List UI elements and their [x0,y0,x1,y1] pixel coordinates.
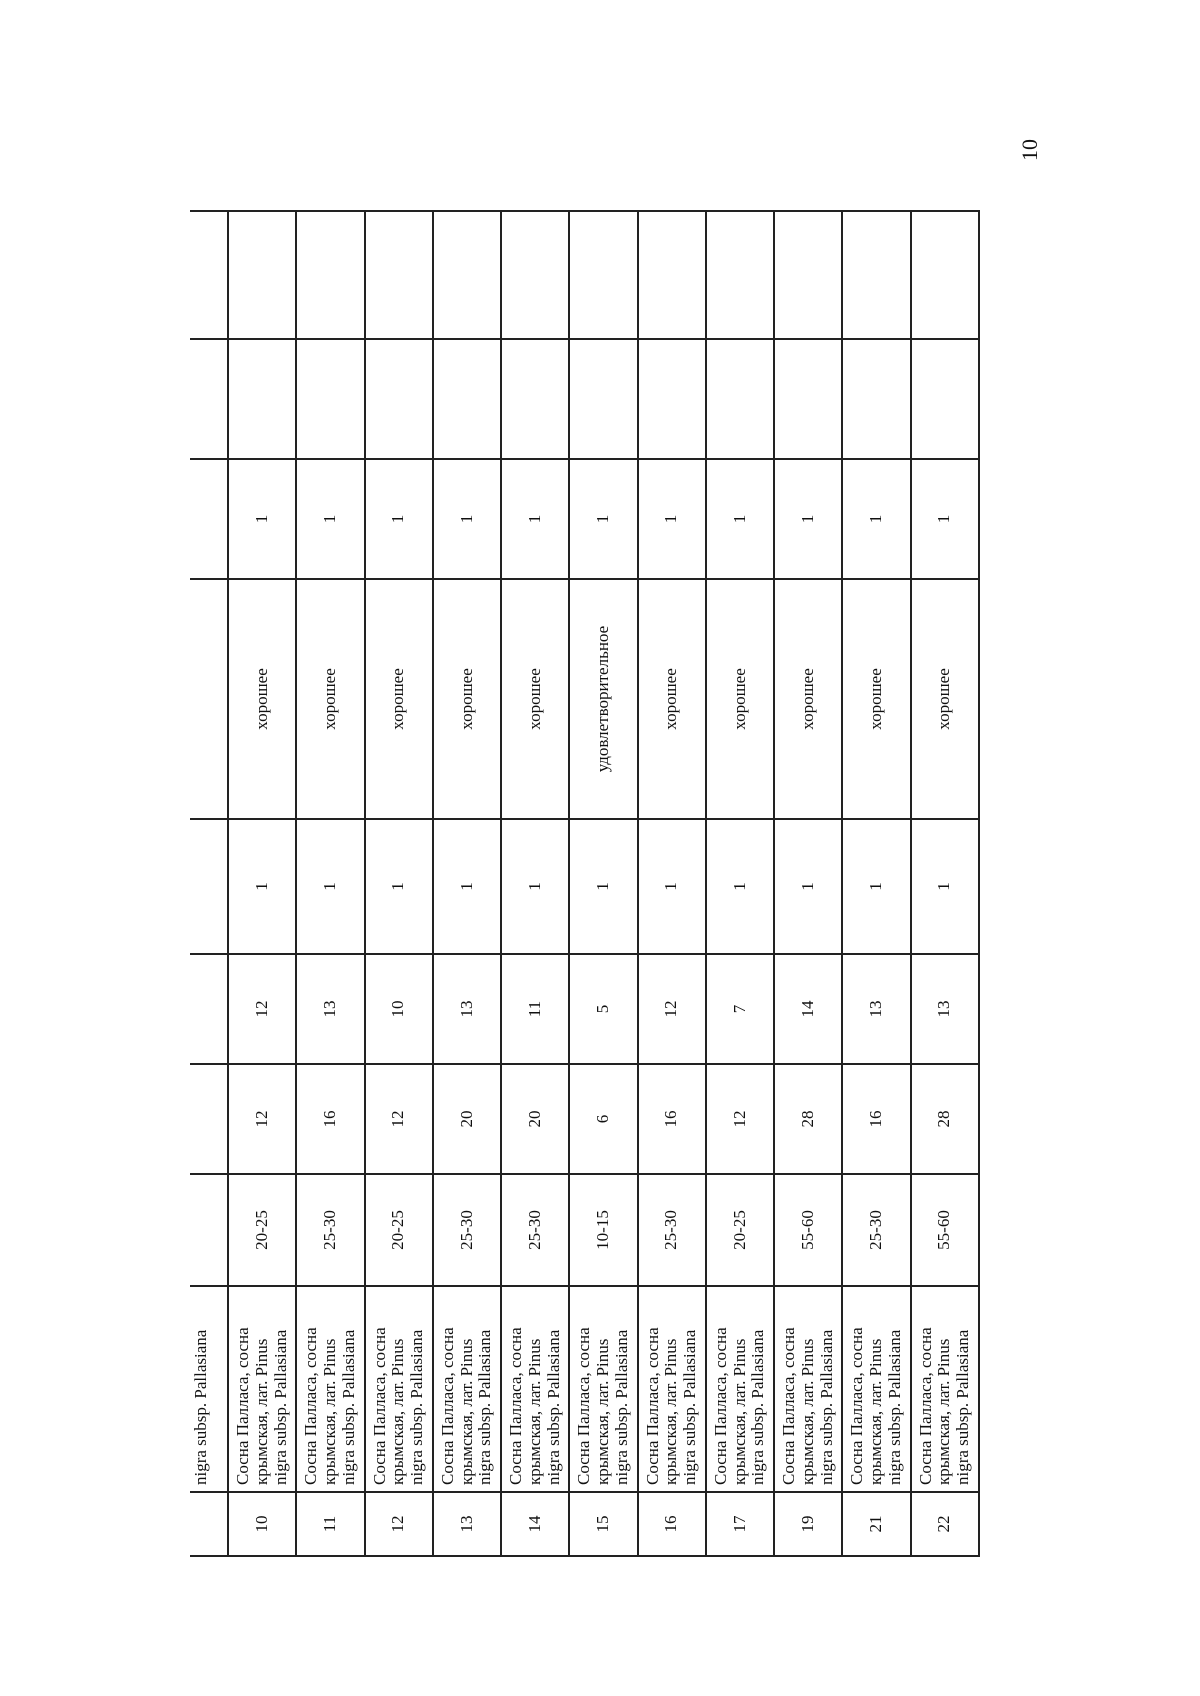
cell-diameter: 13 [433,954,501,1064]
cell-empty [433,211,501,339]
cell-number: 15 [569,1492,637,1556]
cell-count: 1 [228,819,296,954]
cell-species [433,1286,501,1492]
table-row [433,211,501,1556]
cell-species [638,1286,706,1492]
cell-empty [190,1492,228,1556]
cell-height: 28 [774,1064,842,1174]
cell-diameter: 5 [569,954,637,1064]
species-line: крымская, лат. Pinus [456,1338,476,1485]
species-line: nigra subsp. Pallasiana [748,1329,768,1485]
cell-age: 10-15 [569,1174,637,1286]
cell-condition: хорошее [501,579,569,819]
cell-species [501,1286,569,1492]
cell-count: 1 [501,819,569,954]
cell-empty [433,339,501,459]
species-line: nigra subsp. Pallasiana [816,1329,836,1485]
species-line: nigra subsp. Pallasiana [884,1329,904,1485]
cell-count: 1 [433,819,501,954]
cell-category: 1 [774,459,842,579]
cell-age: 25-30 [842,1174,910,1286]
table-row [296,211,364,1556]
cell-height: 12 [228,1064,296,1174]
cell-empty [774,339,842,459]
cell-age: 20-25 [228,1174,296,1286]
species-line: Сосна Палласа, сосна [574,1327,594,1485]
species-line: Сосна Палласа, сосна [233,1327,253,1485]
cell-count: 1 [911,819,979,954]
cell-empty [296,211,364,339]
cell-age: 55-60 [774,1174,842,1286]
cell-number: 22 [911,1492,979,1556]
table-row [842,211,910,1556]
species-line: Сосна Палласа, сосна [710,1327,730,1485]
cell-species [228,1286,296,1492]
cell-diameter: 11 [501,954,569,1064]
species-line: крымская, лат. Pinus [866,1338,886,1485]
cell-empty [501,211,569,339]
species-line: крымская, лат. Pinus [524,1338,544,1485]
cell-category: 1 [501,459,569,579]
cell-height: 12 [365,1064,433,1174]
cell-number: 19 [774,1492,842,1556]
cell-species [365,1286,433,1492]
cell-category: 1 [296,459,364,579]
table-row [638,211,706,1556]
cell-category: 1 [569,459,637,579]
cell-count: 1 [842,819,910,954]
cell-count: 1 [569,819,637,954]
cell-empty [911,211,979,339]
cell-condition: хорошее [911,579,979,819]
cell-empty [569,339,637,459]
cell-empty [190,459,228,579]
cell-number: 12 [365,1492,433,1556]
cell-empty [706,211,774,339]
cell-empty [228,339,296,459]
cell-diameter: 13 [296,954,364,1064]
cell-count: 1 [706,819,774,954]
cell-condition: хорошее [296,579,364,819]
cell-empty [706,339,774,459]
cell-empty [842,211,910,339]
table-row [501,211,569,1556]
species-line: крымская, лат. Pinus [593,1338,613,1485]
cell-count: 1 [774,819,842,954]
cell-age: 25-30 [433,1174,501,1286]
cell-category: 1 [433,459,501,579]
cell-number: 11 [296,1492,364,1556]
cell-species [296,1286,364,1492]
cell-empty [501,339,569,459]
cell-height: 6 [569,1064,637,1174]
cell-age: 20-25 [706,1174,774,1286]
cell-empty [228,211,296,339]
species-line: nigra subsp. Pallasiana [680,1329,700,1485]
species-line: nigra subsp. Pallasiana [611,1329,631,1485]
species-line: nigra subsp. Pallasiana [407,1329,427,1485]
species-line: крымская, лат. Pinus [251,1338,271,1485]
cell-empty [190,1174,228,1286]
page-number: 10 [1017,139,1042,161]
cell-height: 20 [501,1064,569,1174]
cell-number: 16 [638,1492,706,1556]
species-line: Сосна Палласа, сосна [301,1327,321,1485]
cell-count: 1 [365,819,433,954]
cell-diameter: 12 [228,954,296,1064]
species-line: крымская, лат. Pinus [729,1338,749,1485]
cell-category: 1 [842,459,910,579]
table-row [569,211,637,1556]
cell-number: 21 [842,1492,910,1556]
cell-species [774,1286,842,1492]
cell-empty [911,339,979,459]
cell-number: 14 [501,1492,569,1556]
cell-age: 20-25 [365,1174,433,1286]
trees-table [190,210,980,1557]
table-row [365,211,433,1556]
species-line: Сосна Палласа, сосна [642,1327,662,1485]
cell-empty [774,211,842,339]
cell-condition: хорошее [638,579,706,819]
cell-height: 16 [296,1064,364,1174]
cell-condition: хорошее [774,579,842,819]
table-row [911,211,979,1556]
cell-age: 25-30 [296,1174,364,1286]
species-line: Сосна Палласа, сосна [915,1327,935,1485]
continuation-row [190,211,228,1556]
species-line: Сосна Палласа, сосна [369,1327,389,1485]
cell-empty [842,339,910,459]
table-row [228,211,296,1556]
cell-empty [190,339,228,459]
cell-condition: удовлетворительное [569,579,637,819]
cell-diameter: 7 [706,954,774,1064]
cell-empty [365,211,433,339]
cell-name-continuation: nigra subsp. Pallasiana [190,1286,228,1492]
species-line: Сосна Палласа, сосна [779,1327,799,1485]
cell-count: 1 [296,819,364,954]
cell-species [569,1286,637,1492]
cell-condition: хорошее [842,579,910,819]
species-line: крымская, лат. Pinus [934,1338,954,1485]
cell-number: 13 [433,1492,501,1556]
cell-empty [190,819,228,954]
cell-diameter: 10 [365,954,433,1064]
species-line: Сосна Палласа, сосна [506,1327,526,1485]
cell-height: 20 [433,1064,501,1174]
species-line: nigra subsp. Pallasiana [543,1329,563,1485]
cell-diameter: 12 [638,954,706,1064]
cell-height: 28 [911,1064,979,1174]
cell-count: 1 [638,819,706,954]
cell-empty [190,579,228,819]
cell-category: 1 [706,459,774,579]
cell-number: 10 [228,1492,296,1556]
cell-condition: хорошее [433,579,501,819]
species-line: nigra subsp. Pallasiana [475,1329,495,1485]
table-row [706,211,774,1556]
cell-category: 1 [365,459,433,579]
cell-empty [638,211,706,339]
cell-age: 55-60 [911,1174,979,1286]
cell-condition: хорошее [365,579,433,819]
species-line: крымская, лат. Pinus [320,1338,340,1485]
cell-age: 25-30 [638,1174,706,1286]
species-line: крымская, лат. Pinus [797,1338,817,1485]
species-line: nigra subsp. Pallasiana [270,1329,290,1485]
cell-diameter: 13 [911,954,979,1064]
cell-category: 1 [228,459,296,579]
table-row [774,211,842,1556]
cell-empty [190,211,228,339]
species-line: Сосна Палласа, сосна [847,1327,867,1485]
cell-species [911,1286,979,1492]
cell-empty [190,954,228,1064]
table-container [190,212,980,1557]
cell-empty [365,339,433,459]
cell-diameter: 14 [774,954,842,1064]
cell-condition: хорошее [706,579,774,819]
cell-empty [190,1064,228,1174]
species-line: nigra subsp. Pallasiana [338,1329,358,1485]
cell-height: 12 [706,1064,774,1174]
cell-category: 1 [911,459,979,579]
cell-empty [569,211,637,339]
cell-height: 16 [638,1064,706,1174]
cell-number: 17 [706,1492,774,1556]
cell-empty [296,339,364,459]
species-line: крымская, лат. Pinus [388,1338,408,1485]
species-line: Сосна Палласа, сосна [437,1327,457,1485]
cell-species [842,1286,910,1492]
cell-diameter: 13 [842,954,910,1064]
species-line: крымская, лат. Pinus [661,1338,681,1485]
cell-age: 25-30 [501,1174,569,1286]
cell-empty [638,339,706,459]
species-line: nigra subsp. Pallasiana [953,1329,973,1485]
cell-condition: хорошее [228,579,296,819]
cell-height: 16 [842,1064,910,1174]
cell-species [706,1286,774,1492]
cell-category: 1 [638,459,706,579]
